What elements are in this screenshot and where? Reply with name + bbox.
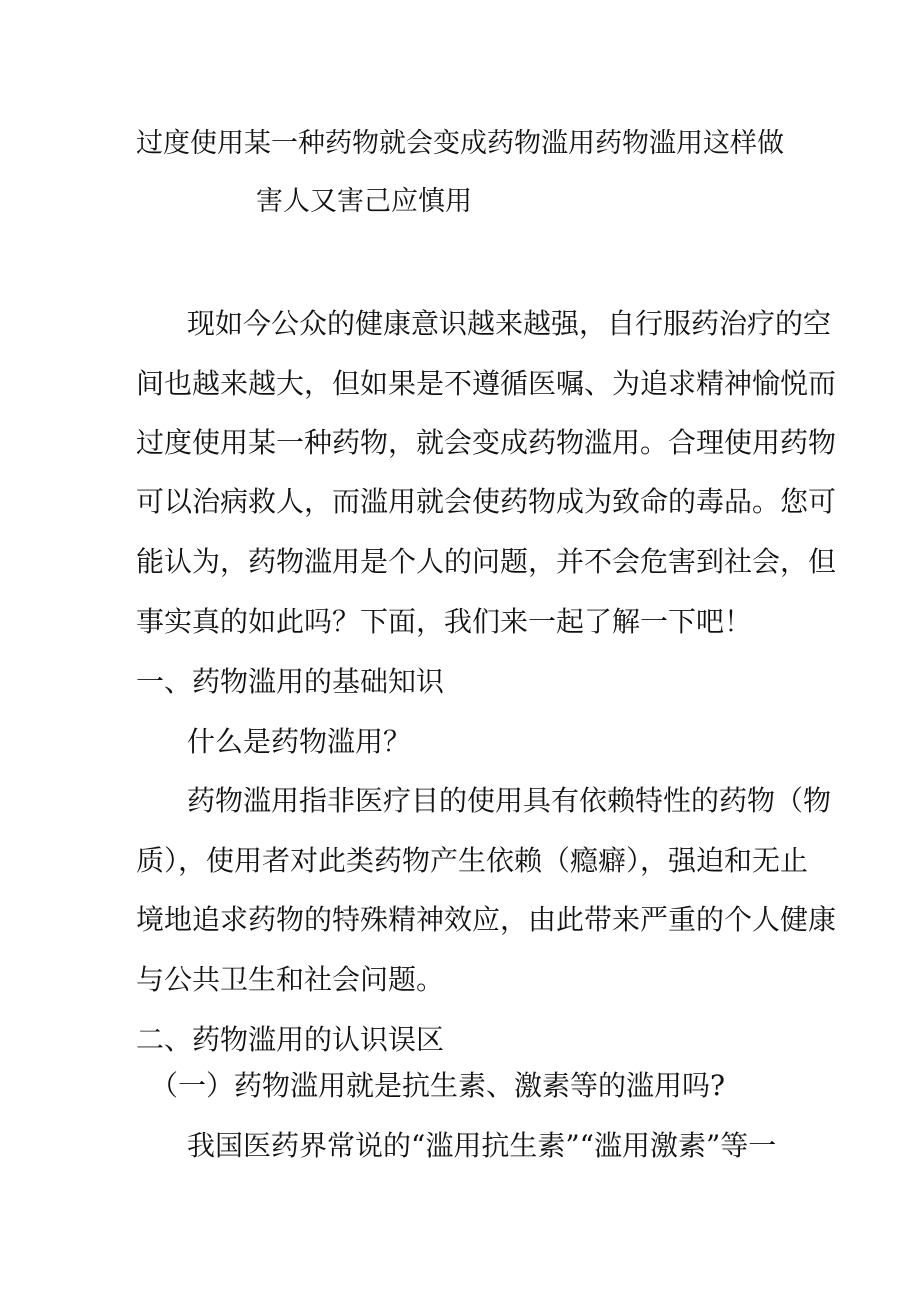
document-title-line-1: 过度使用某一种药物就会变成药物滥用药物滥用这样做 [136, 128, 784, 159]
section-2-heading: 二、药物滥用的认识误区 [136, 1023, 445, 1056]
intro-paragraph-line-3: 过度使用某一种药物，就会变成药物滥用。合理使用药物 [136, 426, 837, 459]
intro-paragraph-line-2: 间也越来越大，但如果是不遵循医嘱、为追求精神愉悦而 [136, 367, 837, 400]
intro-paragraph-line-5: 能认为，药物滥用是个人的问题，并不会危害到社会，但 [136, 545, 837, 578]
definition-line-3: 境地追求药物的特殊精神效应，由此带来严重的个人健康 [136, 903, 837, 936]
section-2-subheading: （一）药物滥用就是抗生素、激素等的滥用吗? [150, 1069, 726, 1102]
section-2-body-line-1: 我国医药界常说的“滥用抗生素”“滥用激素”等一 [187, 1129, 777, 1162]
intro-paragraph-line-4: 可以治病救人，而滥用就会使药物成为致命的毒品。您可 [136, 485, 837, 518]
intro-paragraph-line-6: 事实真的如此吗？下面，我们来一起了解一下吧！ [136, 605, 753, 638]
definition-line-2: 质），使用者对此类药物产生依赖（瘾癖），强迫和无止 [136, 844, 809, 877]
section-1-heading: 一、药物滥用的基础知识 [136, 665, 445, 698]
document-title-line-2: 害人又害己应慎用 [256, 186, 472, 217]
definition-line-1: 药物滥用指非医疗目的使用具有依赖特性的药物（物 [187, 784, 832, 817]
intro-paragraph-line-1: 现如今公众的健康意识越来越强，自行服药治疗的空 [187, 307, 832, 340]
definition-line-4: 与公共卫生和社会问题。 [136, 963, 445, 996]
section-1-question: 什么是药物滥用？ [187, 725, 412, 758]
